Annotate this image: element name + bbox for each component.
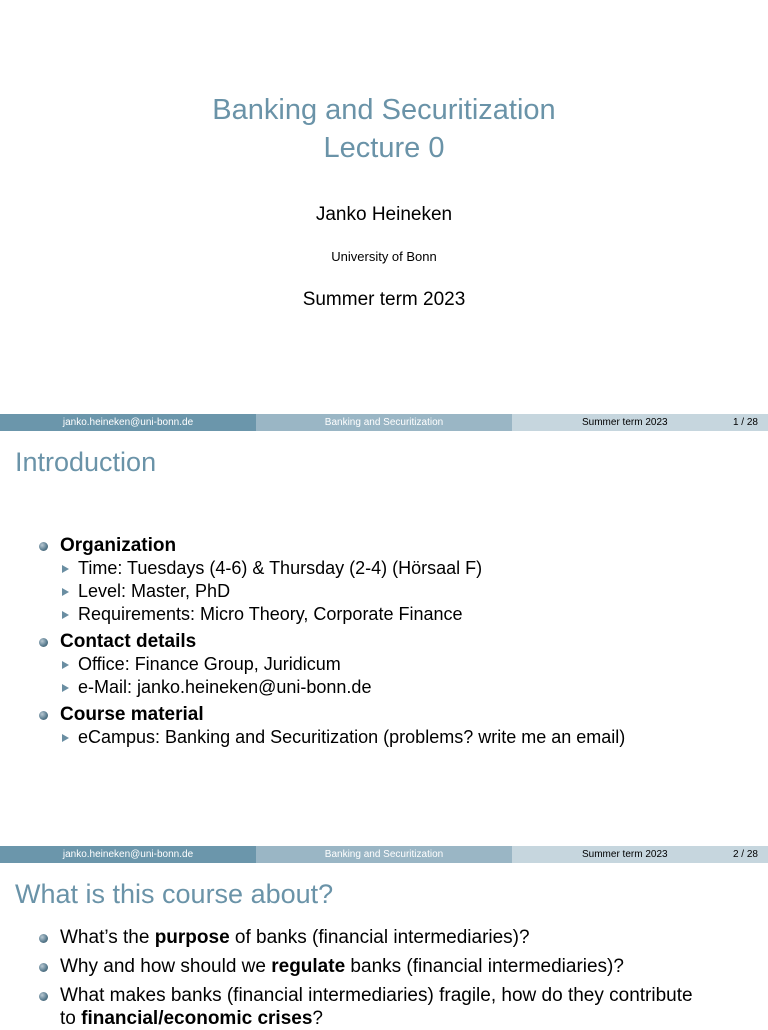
- sub-list-item-text: Office: Finance Group, Juridicum: [78, 654, 341, 674]
- bullet-icon: [39, 711, 48, 720]
- sub-list: [60, 726, 758, 749]
- list-item-text: to: [60, 1008, 82, 1029]
- footer-page-number: 2 / 28: [732, 849, 758, 860]
- sub-list-item: [60, 653, 758, 676]
- slide-footer: [0, 414, 768, 431]
- frame-title-course-about: What is this course about?: [15, 879, 334, 909]
- presentation-title: Banking and Securitization: [212, 94, 556, 126]
- bullet-icon: [39, 542, 48, 551]
- list-item-emphasis: regulate: [271, 956, 346, 977]
- sub-list: [60, 557, 758, 626]
- list-item: [38, 703, 758, 749]
- list-item-heading: Contact details: [60, 631, 197, 652]
- sub-list-item-text: Level: Master, PhD: [78, 581, 231, 601]
- triangle-bullet-icon: [62, 734, 69, 742]
- list-item: [38, 984, 758, 1030]
- footer-page-number: 1 / 28: [732, 417, 758, 428]
- list-item-emphasis: purpose: [154, 927, 230, 948]
- presentation-date: Summer term 2023: [302, 289, 466, 310]
- slide-footer: [0, 846, 768, 863]
- bullet-icon: [39, 992, 48, 1001]
- course-about-list: [38, 926, 758, 1030]
- triangle-bullet-icon: [62, 661, 69, 669]
- author-name: Janko Heineken: [315, 204, 453, 225]
- footer-course: Banking and Securitization: [256, 414, 512, 431]
- list-item-text: Why and how should we: [60, 956, 272, 977]
- sub-list-item: [60, 676, 758, 699]
- sub-list-item-text: Requirements: Micro Theory, Corporate Finance: [78, 604, 463, 624]
- list-item-text: banks (financial intermediaries)?: [345, 956, 624, 977]
- sub-list-item-text: eCampus: Banking and Securitization (problems? write me an email): [78, 727, 626, 747]
- bullet-icon: [39, 963, 48, 972]
- list-item-text: ?: [312, 1008, 323, 1029]
- sub-list-item-text: e-Mail: janko.heineken@uni-bonn.de: [78, 677, 372, 697]
- footer-right: [512, 846, 768, 863]
- lecture-number: Lecture 0: [323, 132, 445, 164]
- list-item: [38, 534, 758, 626]
- sub-list-item: [60, 603, 758, 626]
- list-item-heading: Organization: [60, 535, 177, 556]
- list-item: [38, 630, 758, 699]
- footer-right: [512, 414, 768, 431]
- footer-email: janko.heineken@uni-bonn.de: [0, 414, 256, 431]
- triangle-bullet-icon: [62, 611, 69, 619]
- sub-list-item: [60, 580, 758, 603]
- list-item: [38, 955, 758, 978]
- sub-list-item: [60, 726, 758, 749]
- bullet-icon: [39, 934, 48, 943]
- list-item: [38, 926, 758, 949]
- introduction-list: [38, 534, 758, 749]
- sub-list-item-text: Time: Tuesdays (4-6) & Thursday (2-4) (Hörsaal F): [78, 558, 483, 578]
- list-item-text: What’s the: [60, 927, 155, 948]
- triangle-bullet-icon: [62, 684, 69, 692]
- triangle-bullet-icon: [62, 588, 69, 596]
- sub-list: [60, 653, 758, 699]
- sub-list-item: [60, 557, 758, 580]
- institution: University of Bonn: [331, 249, 437, 264]
- list-item-emphasis: financial/economic crises: [81, 1008, 313, 1029]
- list-item-heading: Course material: [60, 704, 204, 725]
- list-item-text: of banks (financial intermediaries)?: [229, 927, 530, 948]
- footer-course: Banking and Securitization: [256, 846, 512, 863]
- footer-term: Summer term 2023: [582, 417, 668, 428]
- bullet-icon: [39, 638, 48, 647]
- triangle-bullet-icon: [62, 565, 69, 573]
- list-item-text: What makes banks (financial intermediaries) fragile, how do they contribute: [60, 985, 693, 1006]
- frame-title-introduction: Introduction: [15, 447, 157, 477]
- footer-email: janko.heineken@uni-bonn.de: [0, 846, 256, 863]
- footer-term: Summer term 2023: [582, 849, 668, 860]
